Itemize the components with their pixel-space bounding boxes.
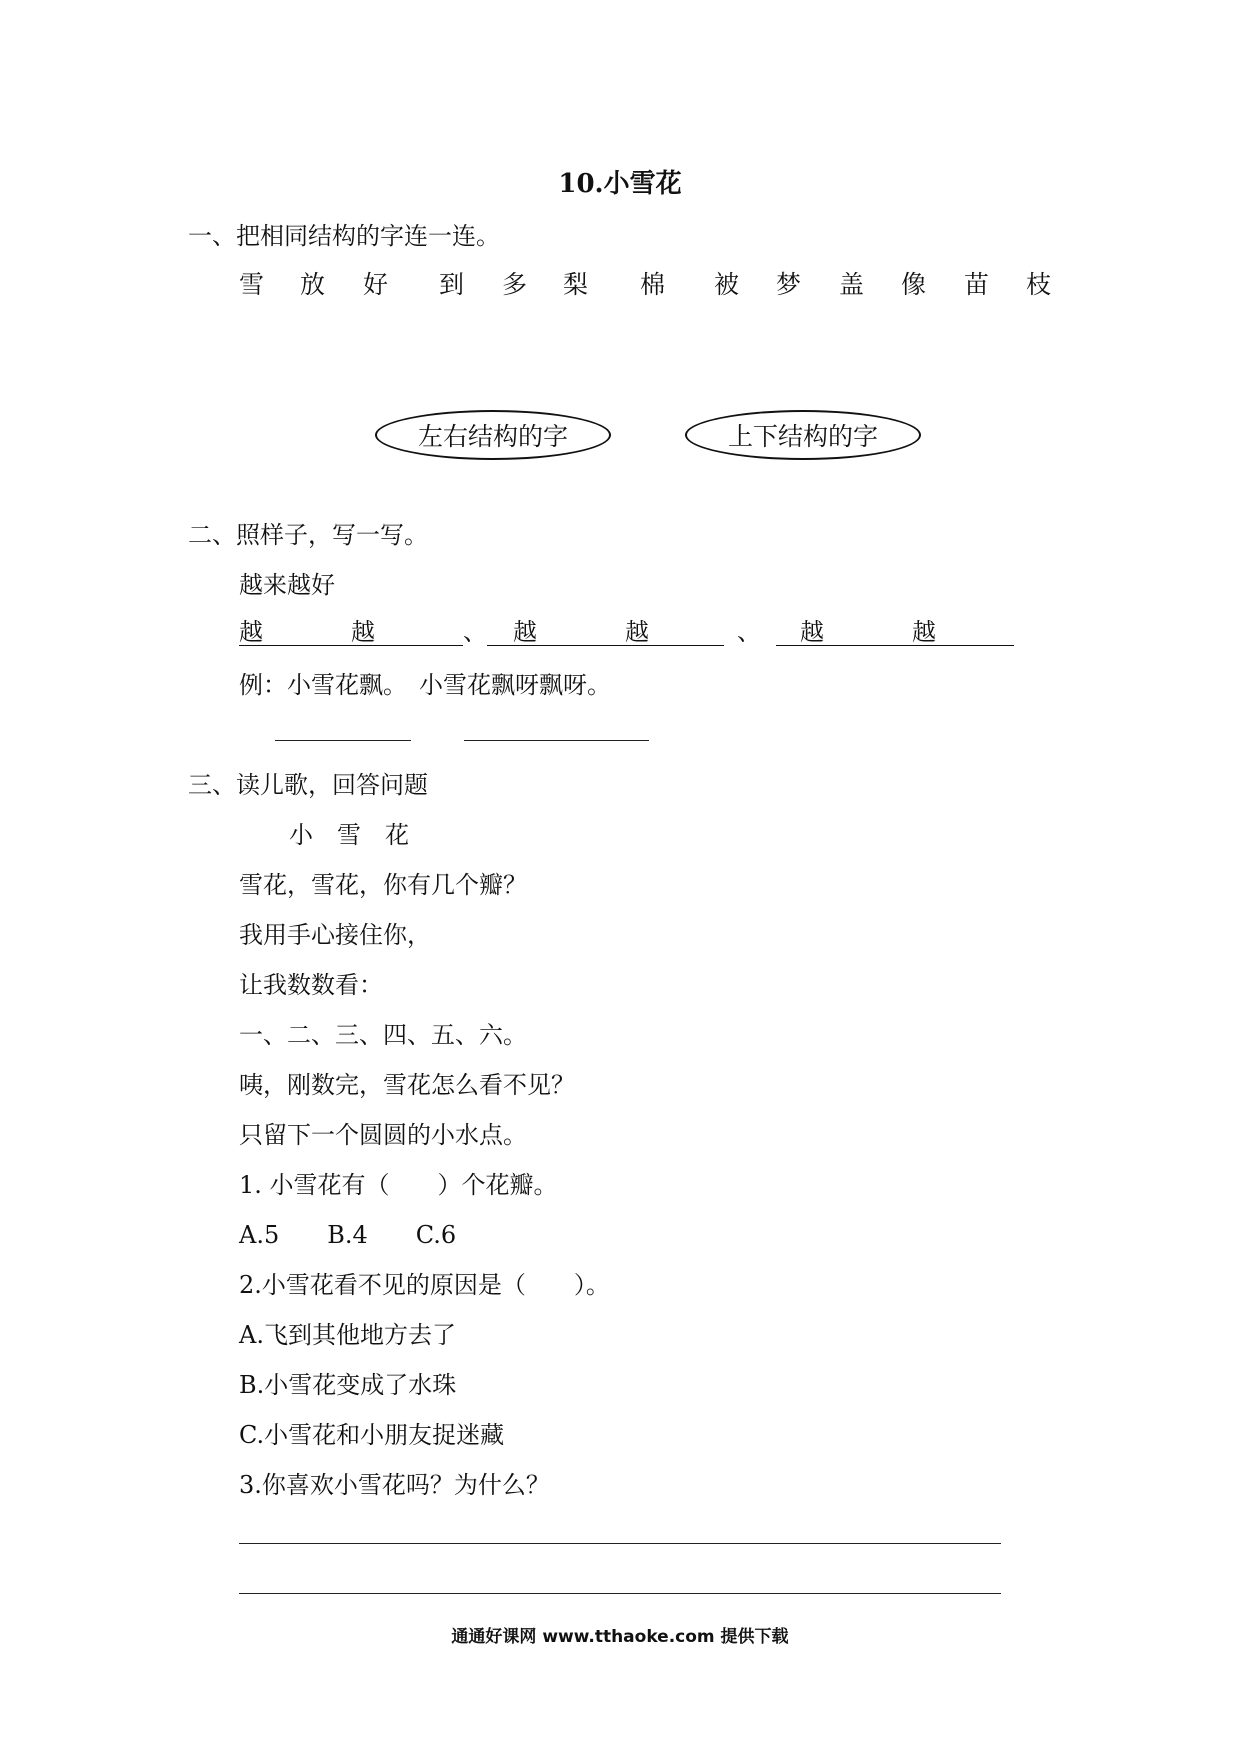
- char-item[interactable]: 棉: [640, 270, 666, 299]
- char-item[interactable]: 梦: [776, 270, 802, 299]
- char-item[interactable]: 盖: [839, 270, 865, 299]
- top-bottom-structure-oval[interactable]: [685, 410, 921, 460]
- char-item[interactable]: 雪: [239, 270, 265, 299]
- poem-line: 让我数数看：: [239, 971, 383, 999]
- section3-heading: 三、读儿歌，回答问题: [188, 771, 428, 799]
- blank-char: 越: [800, 618, 824, 646]
- blank-char: 越: [912, 618, 936, 646]
- answer-line[interactable]: [275, 740, 411, 741]
- poem-line: 只留下一个圆圆的小水点。: [239, 1121, 527, 1149]
- poem-title: 小 雪 花: [289, 821, 409, 849]
- example-sentence: 例：小雪花飘。 小雪花飘呀飘呀。: [239, 671, 611, 699]
- separator: 、: [463, 618, 487, 646]
- page-title: 10.小雪花: [558, 169, 682, 199]
- question-2-option-a: A.飞到其他地方去了: [239, 1321, 456, 1349]
- poem-line: 雪花，雪花，你有几个瓣？: [239, 871, 527, 899]
- answer-line[interactable]: [464, 740, 649, 741]
- example-word: 越来越好: [239, 571, 335, 599]
- question-3: 3.你喜欢小雪花吗？为什么？: [239, 1471, 550, 1499]
- answer-line[interactable]: [239, 1543, 1001, 1544]
- oval-label: 上下结构的字: [727, 422, 878, 451]
- blank-char: 越: [239, 618, 263, 646]
- section1-heading: 一、把相同结构的字连一连。: [188, 222, 500, 250]
- poem-line: 我用手心接住你，: [239, 921, 431, 949]
- char-item[interactable]: 到: [439, 270, 465, 299]
- char-item[interactable]: 枝: [1026, 270, 1052, 299]
- question-1-options: A.5 B.4 C.6: [239, 1221, 457, 1249]
- left-right-structure-oval[interactable]: [375, 410, 611, 460]
- oval-label: 左右结构的字: [417, 422, 568, 451]
- footer-text: 通通好课网 www.tthaoke.com 提供下载: [451, 1627, 789, 1647]
- char-item[interactable]: 像: [901, 270, 927, 299]
- question-2-option-b: B.小雪花变成了水珠: [239, 1371, 457, 1399]
- separator: 、: [737, 618, 761, 646]
- poem-line: 一、二、三、四、五、六。: [239, 1021, 527, 1049]
- blank-char: 越: [351, 618, 375, 646]
- section2-heading: 二、照样子，写一写。: [188, 521, 428, 549]
- poem-line: 咦，刚数完，雪花怎么看不见？: [239, 1071, 575, 1099]
- char-item[interactable]: 放: [300, 270, 326, 299]
- question-2-option-c: C.小雪花和小朋友捉迷藏: [239, 1421, 505, 1449]
- char-item[interactable]: 苗: [964, 270, 990, 299]
- char-item[interactable]: 被: [714, 270, 740, 299]
- blank-char: 越: [625, 618, 649, 646]
- char-item[interactable]: 梨: [563, 270, 589, 299]
- answer-line[interactable]: [239, 1593, 1001, 1594]
- blank-char: 越: [513, 618, 537, 646]
- question-2: 2.小雪花看不见的原因是（ ）。: [239, 1271, 610, 1299]
- char-item[interactable]: 好: [363, 270, 389, 299]
- char-item[interactable]: 多: [502, 270, 528, 299]
- question-1: 1. 小雪花有（ ）个花瓣。: [239, 1171, 558, 1199]
